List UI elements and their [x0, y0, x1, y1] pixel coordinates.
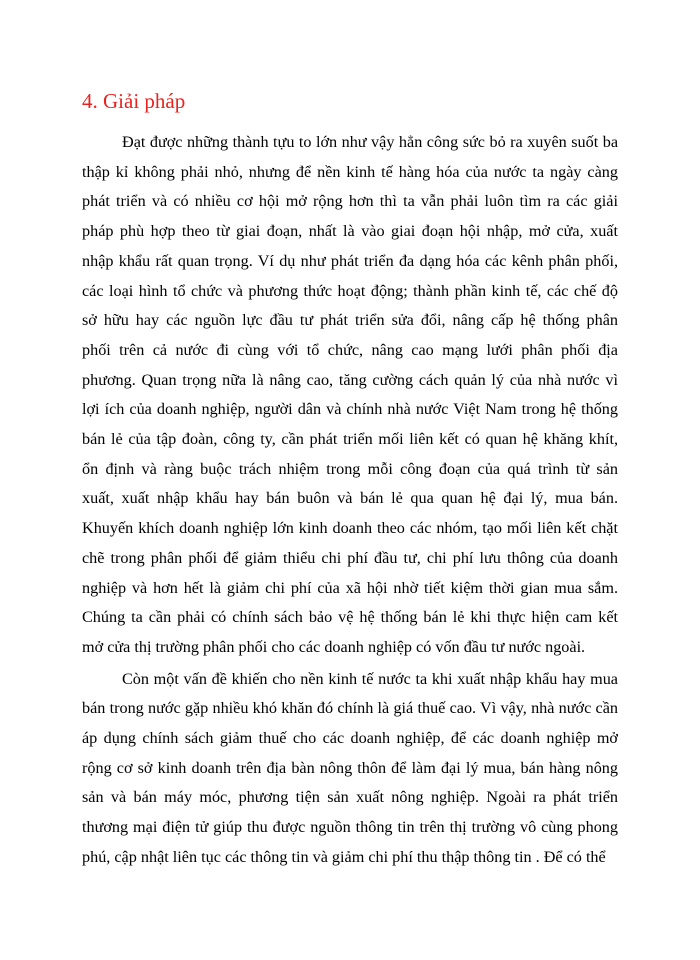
- paragraph-line: bán trong nước gặp nhiều khó khăn đó chính là giá thuế cao. Vì vậy, nhà nước cần: [82, 699, 618, 718]
- paragraph-line: Đạt được những thành tựu to lớn như vậy hẳn công sức bỏ ra xuyên suốt ba: [122, 133, 618, 151]
- paragraph-line: Chúng ta cần phải có chính sách bảo vệ hệ thống bán lẻ khi thực hiện cam kết: [82, 608, 618, 627]
- paragraph-line: phát triển và có nhiều cơ hội mở rộng hơn thì ta vẫn phải luôn tìm ra các giải: [82, 192, 618, 211]
- paragraph-line: áp dụng chính sách giảm thuế cho các doanh nghiệp, để các doanh nghiệp mở: [82, 729, 618, 748]
- paragraph-line: Khuyến khích doanh nghiệp lớn kinh doanh theo các nhóm, tạo mối liên kết chặt: [82, 519, 618, 538]
- paragraph-2: [82, 665, 618, 873]
- paragraph-line: nghiệp và hơn hết là giảm chi phí của xã hội nhờ tiết kiệm thời gian mua sắm.: [82, 578, 618, 597]
- paragraph-line: Còn một vấn đề khiến cho nền kinh tế nước ta khi xuất nhập khẩu hay mua: [122, 669, 618, 688]
- paragraph-line: thập kỉ không phải nhỏ, nhưng để nền kinh tế hàng hóa của nước ta ngày càng: [82, 162, 618, 181]
- paragraph-line: pháp phù hợp theo từ giai đoạn, nhất là vào giai đoạn hội nhập, mở cửa, xuất: [82, 222, 618, 241]
- paragraph-line: mở cửa thị trường phân phối cho các doanh nghiệp có vốn đầu tư nước ngoài.: [82, 637, 586, 656]
- paragraph-line: các loại hình tổ chức và phương thức hoạt động; thành phần kinh tế, các chế độ: [82, 281, 618, 300]
- paragraph-line: xuất, xuất nhập khẩu hay bán buôn và bán lẻ qua quan hệ đại lý, mua bán.: [82, 489, 618, 508]
- paragraph-line: nhập khẩu rất quan trọng. Ví dụ như phát triển đa dạng hóa các kênh phân phối,: [82, 251, 618, 270]
- paragraph-1: [82, 128, 618, 663]
- paragraph-line: sở hữu hay các nguồn lực đầu tư phát triển sửa đổi, nâng cấp hệ thống phân: [82, 311, 618, 330]
- paragraph-line: bán lẻ của tập đoàn, công ty, cần phát triển mối liên kết có quan hệ khăng khít,: [82, 430, 618, 449]
- paragraph-line: ổn định và ràng buộc trách nhiệm trong mỗi công đoạn của quá trình từ sản: [82, 459, 618, 478]
- paragraph-line: phối trên cả nước đi cùng với tổ chức, nâng cao mạng lưới phân phối địa: [82, 340, 618, 359]
- paragraph-line: phú, cập nhật liên tục các thông tin và giảm chi phí thu thập thông tin . Để có thể: [82, 847, 606, 866]
- paragraph-line: chẽ trong phân phối để giảm thiểu chi phí đầu tư, chi phí lưu thông của doanh: [82, 548, 618, 567]
- section-heading: 4. Giải pháp: [82, 89, 186, 113]
- paragraph-line: thương mại điện tử giúp thu được nguồn thông tin trên thị trường vô cùng phong: [82, 818, 618, 837]
- paragraph-line: rộng cơ sở kinh doanh trên địa bàn nông thôn để làm đại lý mua, bán hàng nông: [82, 758, 618, 777]
- paragraph-line: phương. Quan trọng nữa là nâng cao, tăng cường cách quản lý của nhà nước vì: [82, 370, 618, 389]
- paragraph-line: sản và bán máy móc, phương tiện sản xuất nông nghiệp. Ngoài ra phát triển: [82, 788, 618, 807]
- paragraph-line: lợi ích của doanh nghiệp, người dân và chính nhà nước Việt Nam trong hệ thống: [82, 400, 618, 419]
